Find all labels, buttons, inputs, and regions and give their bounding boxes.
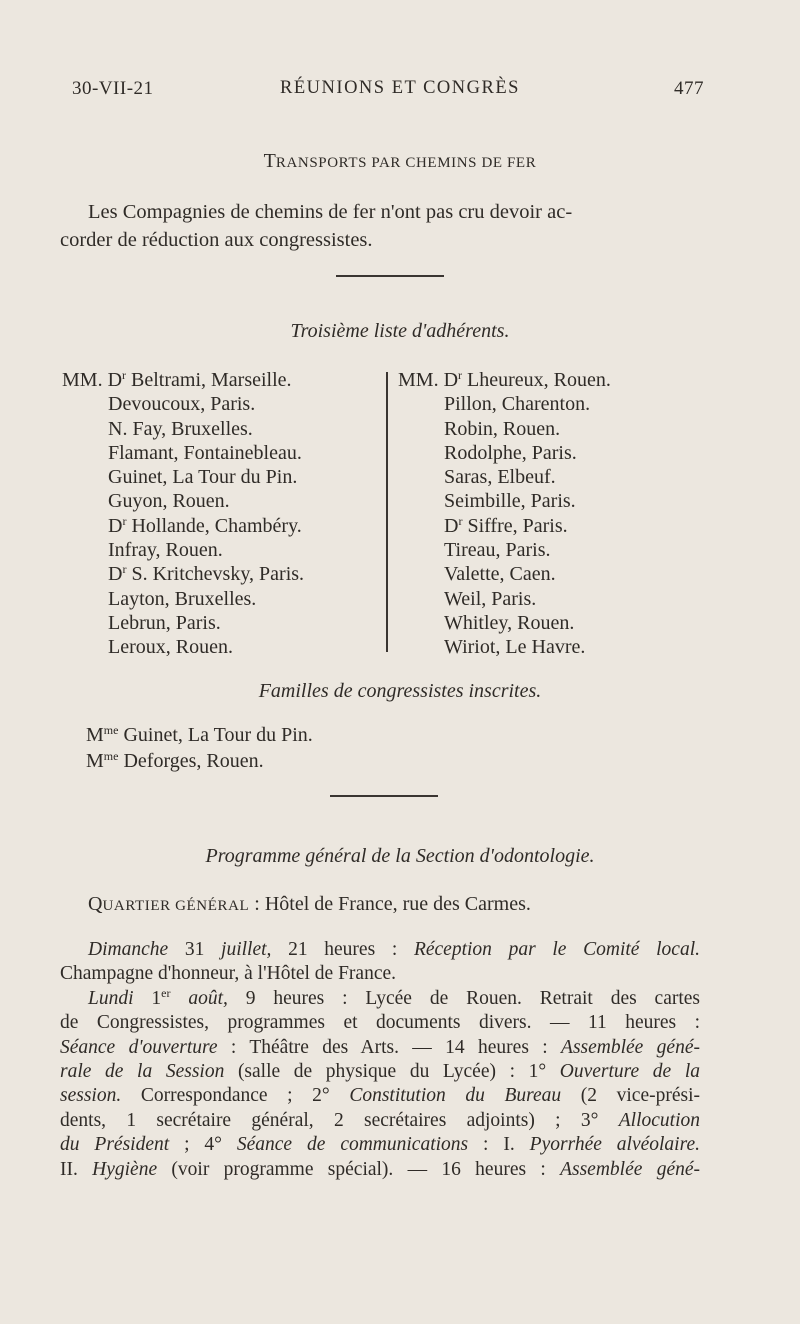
prog-l7b: Correspondance ; 2° bbox=[121, 1085, 350, 1107]
adherent-right-entry-post: Siffre, Paris. bbox=[462, 514, 568, 537]
prog-l3c bbox=[170, 988, 188, 1009]
adherent-left-entry bbox=[62, 465, 304, 489]
prog-seance-ouverture: Séance d'ouverture bbox=[60, 1036, 218, 1058]
adherent-left-entry-pre: Guyon, Rouen. bbox=[108, 490, 230, 513]
famille-entry-post: Deforges, Rouen. bbox=[118, 750, 264, 772]
programme-heading: Programme général de la Section d'odontologie. bbox=[205, 845, 595, 867]
prog-l6b: (salle de physique du Lycée) : 1° bbox=[224, 1061, 560, 1083]
prog-line-2: Champagne d'honneur, à l'Hôtel de France. bbox=[60, 963, 397, 985]
adherent-left-entry bbox=[62, 514, 304, 538]
adherent-right-entry-pre: D bbox=[444, 514, 459, 537]
adherent-left-entry-pre: D bbox=[108, 514, 123, 537]
adherent-right-entry bbox=[398, 441, 611, 465]
qg-rest: : Hôtel de France, rue des Carmes. bbox=[249, 893, 531, 915]
familles-list bbox=[86, 722, 313, 774]
famille-entry-pre: M bbox=[86, 750, 104, 772]
adherent-right-entry bbox=[398, 465, 611, 489]
adherent-right-entry-pre: Whitley, Rouen. bbox=[444, 611, 575, 634]
adherent-right-entry bbox=[398, 635, 611, 659]
adherent-left-entry bbox=[62, 562, 304, 586]
prog-l10d: Assemblée géné- bbox=[560, 1158, 700, 1180]
prog-line-6 bbox=[60, 1060, 700, 1084]
adherent-left-entry bbox=[62, 587, 304, 611]
prog-line-9 bbox=[60, 1133, 700, 1157]
adherent-left-entry-pre: Devoucoux, Paris. bbox=[108, 393, 256, 416]
adherent-right-entry-pre: Robin, Rouen. bbox=[444, 417, 561, 440]
adherent-right-entry-pre: Tireau, Paris. bbox=[444, 539, 551, 562]
adherent-right-entry-post: Lheureux, Rouen. bbox=[462, 369, 611, 391]
adherent-right-entry bbox=[398, 368, 611, 392]
adherent-right-entry-sup: r bbox=[458, 368, 463, 382]
prog-l9d: : I. bbox=[468, 1134, 530, 1156]
adherent-right-entry bbox=[398, 587, 611, 611]
adherent-left-entry-sup: r bbox=[122, 562, 127, 577]
adherent-right-entry-pre: Valette, Caen. bbox=[444, 563, 556, 586]
prog-l8b: Allocution bbox=[618, 1109, 700, 1131]
famille-entry-sup: me bbox=[103, 723, 119, 737]
famille-entry-post: Guinet, La Tour du Pin. bbox=[118, 724, 313, 746]
prog-l5b: : Théâtre des Arts. — 14 heures : bbox=[217, 1036, 562, 1058]
adherent-left-entry-pre: Layton, Bruxelles. bbox=[108, 587, 257, 610]
adherent-right-entry bbox=[398, 538, 611, 562]
prog-juillet: juillet, bbox=[221, 939, 272, 960]
adherent-right-entry-pre: Rodolphe, Paris. bbox=[444, 441, 577, 464]
prog-l9c: Séance de communications bbox=[236, 1134, 469, 1156]
transports-heading bbox=[0, 150, 800, 173]
adherents-heading: Troisième liste d'adhérents. bbox=[290, 320, 510, 342]
famille-entry bbox=[86, 722, 313, 748]
prog-line-3 bbox=[60, 987, 700, 1011]
adherent-right-entry-pre: Wiriot, Le Havre. bbox=[444, 636, 586, 659]
familles-heading: Familles de congressistes inscrites. bbox=[258, 680, 542, 702]
adherent-left-entry-pre: Guinet, La Tour du Pin. bbox=[108, 466, 298, 489]
prog-l7a: session. bbox=[60, 1085, 122, 1107]
prog-aout: août, bbox=[188, 987, 228, 1009]
adherent-left-entry-pre: MM. D bbox=[62, 369, 123, 391]
adherent-right-entry bbox=[398, 514, 611, 538]
adherent-right-entry-sup: r bbox=[458, 513, 463, 528]
page-number: 477 bbox=[674, 78, 704, 99]
prog-lundi: Lundi bbox=[88, 987, 134, 1009]
adherent-left-entry-pre: Lebrun, Paris. bbox=[108, 611, 221, 634]
adherent-left-entry-sup: r bbox=[122, 513, 127, 528]
adherent-left-entry-pre: D bbox=[108, 563, 123, 586]
adherent-left-entry bbox=[62, 538, 304, 562]
prog-line-10 bbox=[60, 1158, 700, 1182]
prog-l10b: Hygiène bbox=[92, 1158, 158, 1180]
adherent-right-entry-pre: Pillon, Charenton. bbox=[444, 393, 591, 416]
adherent-left-entry bbox=[62, 489, 304, 513]
adherent-right-entry-pre: MM. D bbox=[398, 369, 459, 391]
prog-l7d: (2 vice-prési- bbox=[561, 1085, 701, 1107]
adherent-right-entry bbox=[398, 562, 611, 586]
prog-line-1 bbox=[60, 938, 700, 962]
prog-l5c: Assemblée géné- bbox=[561, 1036, 700, 1058]
qg-cap: Q bbox=[88, 893, 103, 915]
section-divider-2 bbox=[330, 795, 438, 797]
adherent-left-entry bbox=[62, 417, 304, 441]
famille-entry-pre: M bbox=[86, 724, 104, 746]
prog-l3b: 1 bbox=[133, 987, 162, 1009]
column-divider-line bbox=[386, 372, 388, 652]
prog-line-4: de Congressistes, programmes et documents divers. — 11 heures : bbox=[60, 1012, 700, 1034]
adherent-left-entry-pre: Leroux, Rouen. bbox=[108, 636, 233, 659]
prog-l9e: Pyorrhée alvéolaire. bbox=[529, 1134, 700, 1156]
running-head-date: 30-VII-21 bbox=[72, 78, 154, 99]
famille-entry-sup: me bbox=[103, 749, 119, 763]
prog-l7c: Constitution du Bureau bbox=[349, 1085, 562, 1107]
adherent-left-entry-post: Beltrami, Marseille. bbox=[126, 369, 292, 391]
adherent-left-entry-pre: Flamant, Fontainebleau. bbox=[108, 441, 302, 464]
adherent-right-entry-pre: Weil, Paris. bbox=[444, 587, 537, 610]
prog-l6a: rale de la Session bbox=[60, 1061, 225, 1083]
transports-heading-rest: RANSPORTS PAR CHEMINS DE FER bbox=[275, 155, 537, 171]
adherent-right-entry bbox=[398, 392, 611, 416]
adherent-right-entry-pre: Saras, Elbeuf. bbox=[444, 466, 556, 489]
section-divider-1 bbox=[336, 275, 444, 277]
prog-l9a: du Président bbox=[60, 1134, 170, 1156]
prog-l6c: Ouverture de la bbox=[559, 1061, 700, 1083]
prog-dimanche: Dimanche bbox=[88, 939, 169, 960]
prog-reception: Réception par le Comité local. bbox=[413, 939, 701, 960]
qg-small: UARTIER GÉNÉRAL bbox=[102, 898, 250, 914]
transports-line-2: corder de réduction aux congressistes. bbox=[60, 229, 373, 251]
prog-line-5 bbox=[60, 1036, 700, 1060]
transports-paragraph bbox=[60, 198, 700, 254]
prog-l10c: (voir programme spécial). — 16 heures : bbox=[157, 1158, 561, 1180]
adherent-left-entry bbox=[62, 611, 304, 635]
adherent-left-entry bbox=[62, 392, 304, 416]
prog-l1d: 21 heures : bbox=[271, 939, 414, 960]
adherent-right-entry-pre: Seimbille, Paris. bbox=[444, 490, 576, 513]
adherent-left-entry-post: S. Kritchevsky, Paris. bbox=[126, 563, 305, 586]
transports-line-1: Les Compagnies de chemins de fer n'ont pas cru devoir ac- bbox=[88, 201, 573, 223]
prog-l8a: dents, 1 secrétaire général, 2 secrétaires adjoints) ; 3° bbox=[60, 1109, 619, 1131]
adherent-left-entry bbox=[62, 635, 304, 659]
adherent-right-entry bbox=[398, 417, 611, 441]
adherents-right-column bbox=[398, 368, 611, 660]
adherent-left-entry bbox=[62, 441, 304, 465]
programme-text bbox=[60, 938, 700, 1182]
running-head-title: RÉUNIONS ET CONGRÈS bbox=[280, 78, 520, 98]
adherent-right-entry bbox=[398, 611, 611, 635]
prog-line-7 bbox=[60, 1084, 700, 1108]
adherent-left-entry-pre: N. Fay, Bruxelles. bbox=[108, 417, 253, 440]
adherent-left-entry-pre: Infray, Rouen. bbox=[108, 539, 223, 562]
prog-l3sup: er bbox=[161, 985, 171, 1000]
prog-line-8 bbox=[60, 1109, 700, 1133]
adherents-left-column bbox=[62, 368, 304, 660]
adherent-left-entry-sup: r bbox=[122, 368, 127, 382]
prog-l10a: II. bbox=[60, 1158, 93, 1180]
prog-l3e: 9 heures : Lycée de Rouen. Retrait des cartes bbox=[227, 987, 701, 1009]
famille-entry bbox=[86, 748, 313, 774]
transports-heading-cap: T bbox=[263, 150, 276, 172]
adherent-left-entry-post: Hollande, Chambéry. bbox=[126, 514, 302, 537]
adherent-right-entry bbox=[398, 489, 611, 513]
prog-l1b: 31 bbox=[168, 939, 222, 960]
adherent-left-entry bbox=[62, 368, 304, 392]
prog-l9b: ; 4° bbox=[169, 1134, 237, 1156]
quartier-general-line bbox=[88, 893, 531, 916]
